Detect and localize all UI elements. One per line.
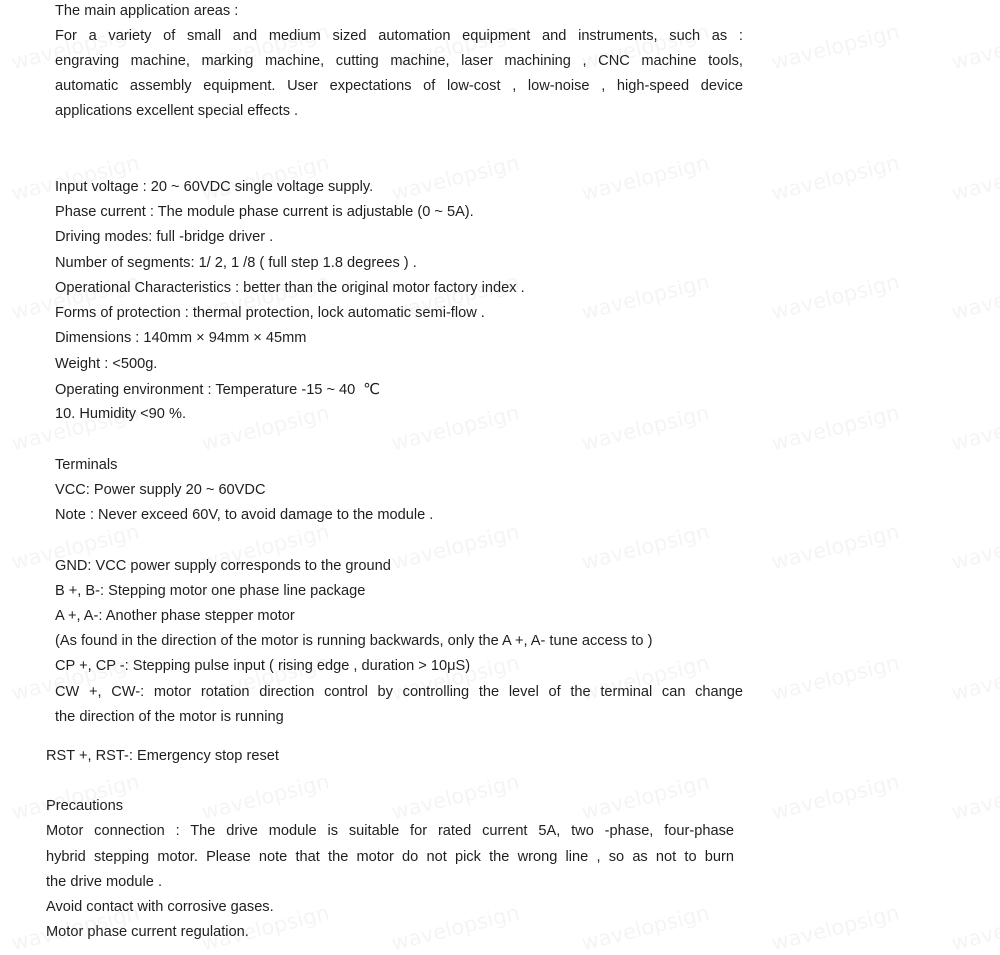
applications-heading: The main application areas : [55,3,239,19]
spec-weight: Weight : <500g. [55,356,158,372]
terminal-cp: CP +, CP -: Stepping pulse input ( rising edge , duration > 10μS) [55,658,471,674]
terminal-cw-cont: the direction of the motor is running [55,709,284,725]
applications-line: applications excellent special effects . [55,103,299,119]
terminal-rst: RST +, RST-: Emergency stop reset [46,748,279,764]
spec-driving-modes: Driving modes: full -bridge driver . [55,229,274,245]
terminal-gnd: GND: VCC power supply corresponds to the ground [55,558,391,574]
precautions-heading: Precautions [46,798,124,814]
terminals-heading: Terminals [55,457,118,473]
spec-characteristics: Operational Characteristics : better than the original motor factory index . [55,280,525,296]
spec-environment [55,380,380,399]
spec-protection: Forms of protection : thermal protection, lock automatic semi-flow . [55,305,485,321]
spec-humidity: 10. Humidity <90 %. [55,406,187,422]
spec-input-voltage: Input voltage : 20 ~ 60VDC single voltage supply. [55,179,374,195]
spec-dimensions: Dimensions : 140mm × 94mm × 45mm [55,330,307,346]
precaution-line: Motor connection : The drive module is suitable for rated current 5A, two -phase, four-phase [46,823,734,839]
terminal-note: Note : Never exceed 60V, to avoid damage to the module . [55,507,434,523]
applications-line: engraving machine, marking machine, cutting machine, laser machining , CNC machine tools, [55,53,743,69]
precaution-line: Avoid contact with corrosive gases. [46,899,274,915]
spec-environment-text: Operating environment : Temperature -15 ~ 40 [55,382,356,398]
precaution-line: Motor phase current regulation. [46,924,249,940]
applications-line: For a variety of small and medium sized automation equipment and instruments, such as : [55,28,743,44]
applications-line: automatic assembly equipment. User expectations of low-cost , low-noise , high-speed device [55,78,743,94]
terminal-a-note: (As found in the direction of the motor is running backwards, only the A +, A- tune access to ) [55,633,653,649]
spec-segments: Number of segments: 1/ 2, 1 /8 ( full step 1.8 degrees ) . [55,255,417,271]
terminal-a: A +, A-: Another phase stepper motor [55,608,295,624]
spec-phase-current: Phase current : The module phase current is adjustable (0 ~ 5A). [55,204,474,220]
terminal-b: B +, B-: Stepping motor one phase line package [55,583,366,599]
terminal-cw: CW +, CW-: motor rotation direction control by controlling the level of the terminal can change [55,684,743,700]
precaution-line: hybrid stepping motor. Please note that the motor do not pick the wrong line , so as not to burn [46,849,734,865]
terminal-vcc: VCC: Power supply 20 ~ 60VDC [55,482,266,498]
celsius-symbol: ℃ [363,380,381,398]
precaution-line: the drive module . [46,874,163,890]
